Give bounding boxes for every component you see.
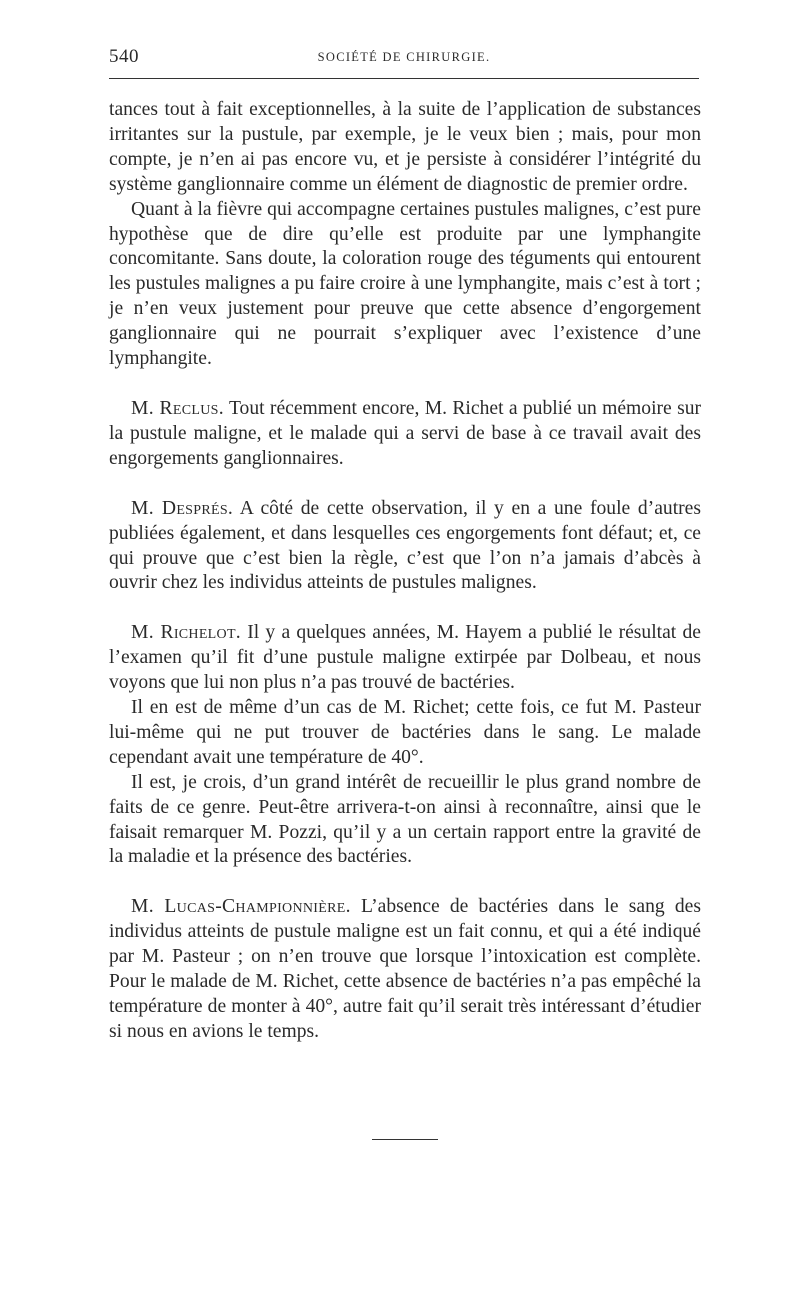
paragraph-reclus <box>109 397 701 472</box>
paragraph-text: tances tout à fait exceptionnelles, à la suite de l’application de substances irritantes sur la pustule, par exemple, je le veux bien ; mais, pour mon compte, je n’en ai pas encore vu, et je persiste à considérer l’intégrité du système ganglionnaire comme un élément de diagnostic de premier ordre. <box>109 99 701 195</box>
speaker-name: M. Reclus. <box>131 397 224 419</box>
paragraph-richelot <box>109 621 701 696</box>
page-number: 540 <box>109 46 139 67</box>
paragraph-despres <box>109 497 701 597</box>
paragraph-fever <box>109 198 701 372</box>
paragraph-lucas-championniere <box>109 895 701 1044</box>
paragraph-text: Quant à la fièvre qui accompagne certaines pustules malignes, c’est pure hypothèse que de dire qu’elle est produite par une lymphangite concomitante. Sans doute, la coloration rouge des téguments qui entourent les pustules malignes a pu faire croire à une lymphangite, mais c’est à tort ; je n’en veux justement pour preuve que cette absence d’engorgement ganglionnaire qui ne pourrait s’expliquer avec l’existence d’une lymphangite. <box>109 198 701 370</box>
speaker-name: M. Després. <box>131 497 234 519</box>
paragraph-text: L’absence de bactéries dans le sang des individus atteints de pustule maligne est un fait connu, et qui a été indiqué par M. Pasteur ; on n’en trouve que lorsque l’intoxication est complète. Pour le malade de M. Richet, cette absence de bactéries n’a pas empêché la température de monter à 40°, autre fait qu’il serait très intéressant d’étudier si nous en avions le temps. <box>109 896 701 1042</box>
paragraph-richet-case <box>109 696 701 771</box>
header-rule <box>109 78 699 79</box>
body-text <box>109 98 701 1045</box>
paragraph-text: Il est, je crois, d’un grand intérêt de recueillir le plus grand nombre de faits de ce genre. Peut-être arrivera-t-on ainsi à reconnaître, ainsi que le faisait remarquer M. Pozzi, qu’il y a un certain rapport entre la gravité de la maladie et la présence des bactéries. <box>109 771 701 868</box>
paragraph-text: Il en est de même d’un cas de M. Richet; cette fois, ce fut M. Pasteur lui-même qui ne put trouver de bactéries dans le sang. Le malade cependant avait une température de 40°. <box>109 697 701 768</box>
paragraph-text: Il y a quelques années, M. Hayem a publié le résultat de l’examen qu’il fit d’une pustule maligne extirpée par Dolbeau, et nous voyons que lui non plus n’a pas trouvé de bactéries. <box>109 622 701 694</box>
running-title: SOCIÉTÉ DE CHIRURGIE. <box>317 50 491 64</box>
page-header <box>109 46 699 72</box>
speaker-name: M. Richelot. <box>131 622 241 644</box>
section-end-rule <box>372 1139 438 1140</box>
paragraph-continuation <box>109 98 701 198</box>
paragraph-interest <box>109 771 701 871</box>
paragraph-text: Tout récemment encore, M. Richet a publié un mémoire sur la pustule maligne, et le malade qui a servi de base à ce travail avait des engorgements ganglionnaires. <box>109 397 702 469</box>
speaker-name: M. Lucas-Championnière. <box>131 896 351 918</box>
paragraph-text: A côté de cette observation, il y en a une foule d’autres publiées également, et dans lesquelles ces engorgements font défaut; et, ce qui prouve que c’est bien la règle, c’est que l’on n’a jamais d’abcès à ouvrir chez les individus atteints de pustules malignes. <box>109 497 701 594</box>
